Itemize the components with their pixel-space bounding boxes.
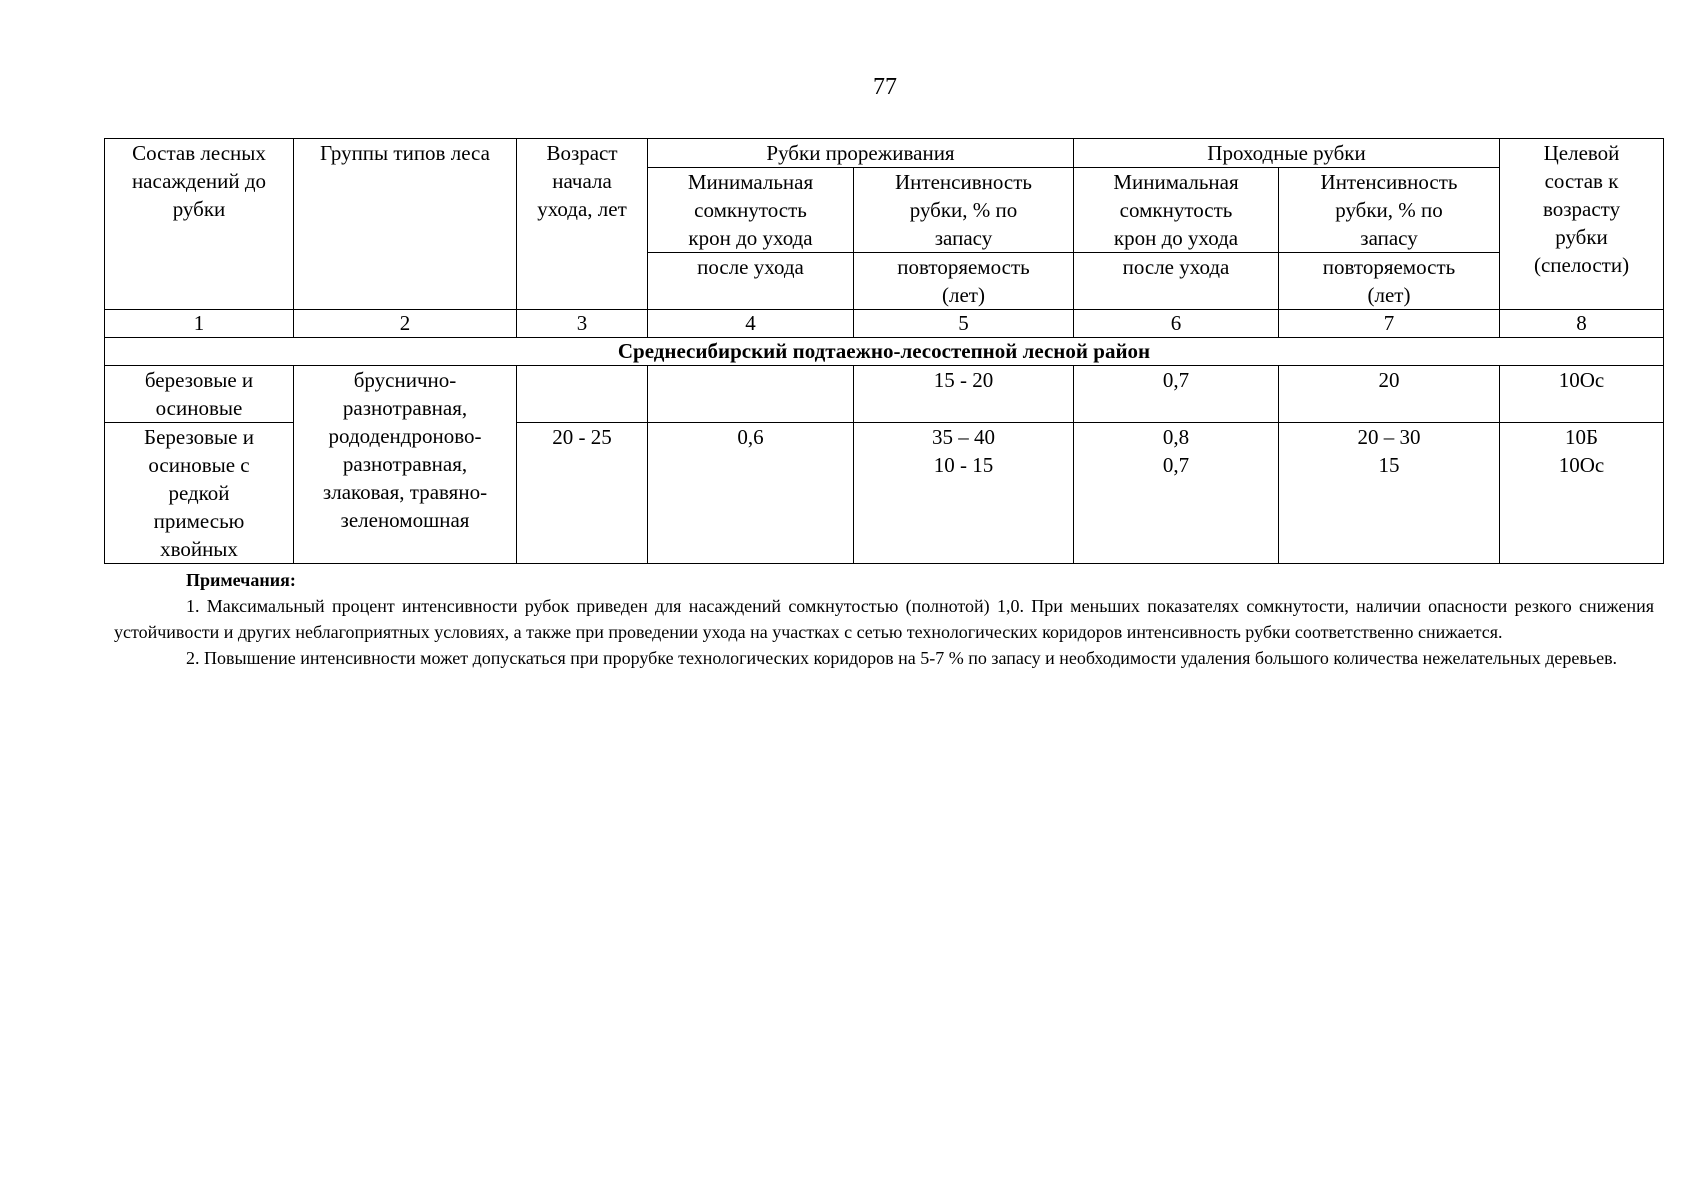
forest-types-cell: бруснично- разнотравная, рододендроново- разнотравная, злаковая, травяно- зеленомошная [294, 366, 517, 564]
page-number: 77 [873, 74, 897, 100]
header-forest-types: Группы типов леса [294, 139, 517, 310]
note-item: 1. Максимальный процент интенсивности рубок приведен для насаждений сомкнутостью (полнотой) 1,0. При меньших показателях сомкнутости, наличии опасности резкого снижения устойчивости и других неблагоприятных условиях, а также при проведении ухода на участках с сетью технологических коридоров интенсивность рубки соответственно снижается. [114, 596, 1654, 642]
column-number: 2 [294, 310, 517, 338]
row1-passage-min-closure: 0,7 [1074, 366, 1279, 423]
row2-passage-intensity: 20 – 30 15 [1279, 423, 1500, 564]
header-passage-felling: Проходные рубки [1074, 139, 1500, 168]
region-heading: Среднесибирский подтаежно-лесостепной лесной район [105, 338, 1664, 366]
notes-title: Примечания: [186, 570, 296, 590]
notes-section [114, 567, 1654, 671]
row2-target-composition: 10Б 10Ос [1500, 423, 1664, 564]
header-start-age: Возраст начала ухода, лет [517, 139, 648, 310]
header-target-composition: Целевой состав к возрасту рубки (спелости) [1500, 139, 1664, 310]
column-number: 4 [648, 310, 854, 338]
row2-start-age: 20 - 25 [517, 423, 648, 564]
column-number: 6 [1074, 310, 1279, 338]
row2-thinning-intensity: 35 – 40 10 - 15 [854, 423, 1074, 564]
column-number: 3 [517, 310, 648, 338]
row2-thinning-min-closure: 0,6 [648, 423, 854, 564]
header-passage-min-closure: Минимальная сомкнутость крон до ухода [1074, 168, 1279, 253]
row1-passage-intensity: 20 [1279, 366, 1500, 423]
row1-thinning-min-closure [648, 366, 854, 423]
row2-composition: Березовые и осиновые с редкой примесью хвойных [105, 423, 294, 564]
header-thinning: Рубки прореживания [648, 139, 1074, 168]
care-felling-table [104, 138, 1664, 564]
row1-thinning-intensity: 15 - 20 [854, 366, 1074, 423]
header-passage-repeatability: повторяемость (лет) [1279, 253, 1500, 310]
header-thinning-min-closure: Минимальная сомкнутость крон до ухода [648, 168, 854, 253]
column-number: 1 [105, 310, 294, 338]
column-number: 5 [854, 310, 1074, 338]
column-number: 8 [1500, 310, 1664, 338]
row1-target-composition: 10Ос [1500, 366, 1664, 423]
header-passage-after-care: после ухода [1074, 253, 1279, 310]
row1-composition: березовые и осиновые [105, 366, 294, 423]
header-composition: Состав лесных насаждений до рубки [105, 139, 294, 310]
header-thinning-repeatability: повторяемость (лет) [854, 253, 1074, 310]
row2-passage-min-closure: 0,8 0,7 [1074, 423, 1279, 564]
header-passage-intensity: Интенсивность рубки, % по запасу [1279, 168, 1500, 253]
row1-start-age [517, 366, 648, 423]
header-thinning-intensity: Интенсивность рубки, % по запасу [854, 168, 1074, 253]
note-item: 2. Повышение интенсивности может допускаться при прорубке технологических коридоров на 5-7 % по запасу и необходимости удаления большого количества нежелательных деревьев. [186, 648, 1618, 668]
header-thinning-after-care: после ухода [648, 253, 854, 310]
column-number: 7 [1279, 310, 1500, 338]
